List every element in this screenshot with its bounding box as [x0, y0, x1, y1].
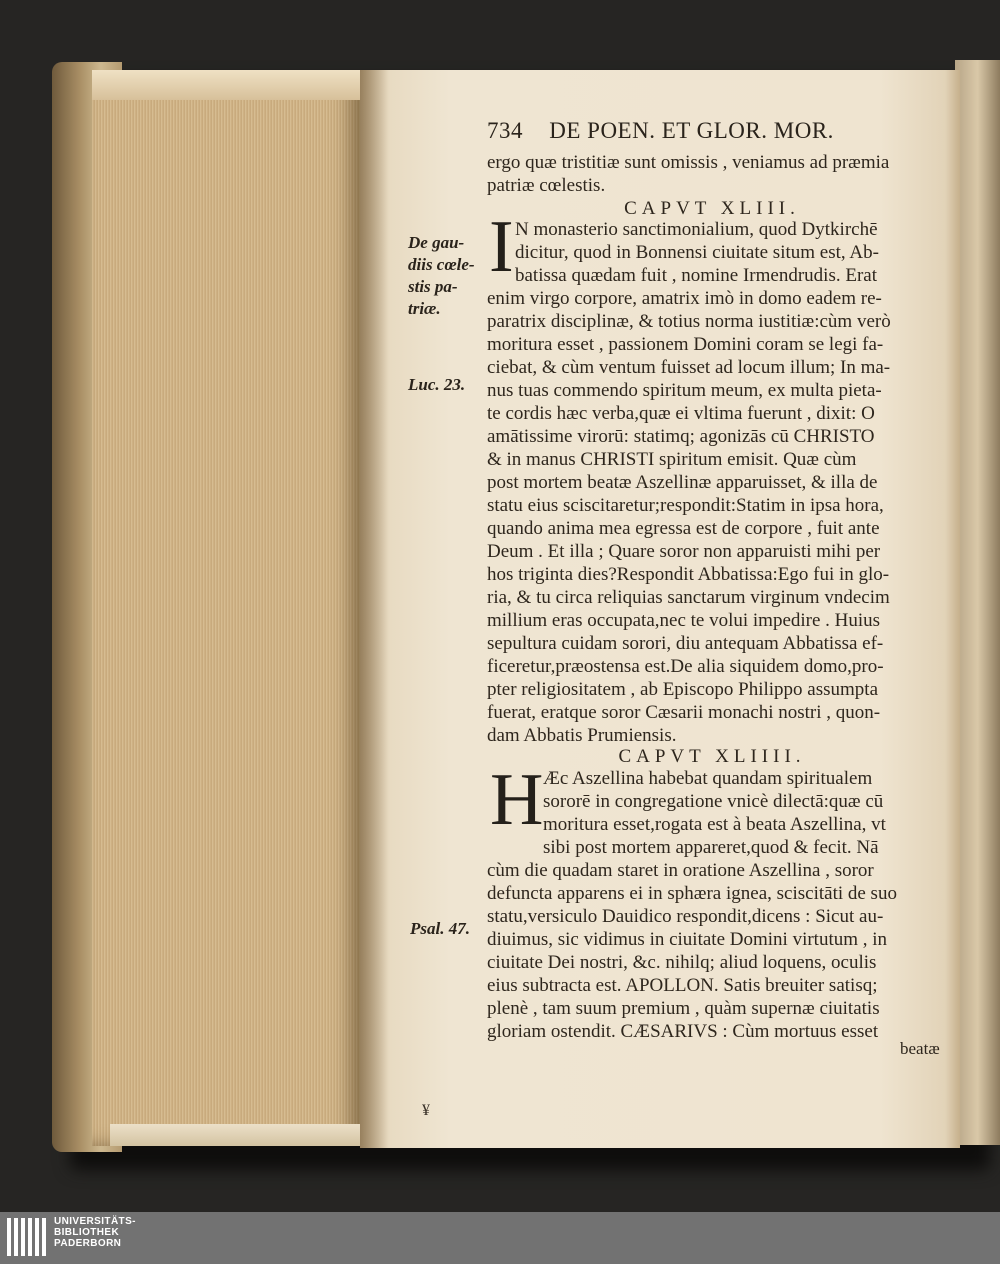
- text-line: moritura esset , passionem Domini coram se legi fa-: [487, 334, 884, 355]
- text-line: ciebat, & cùm ventum fuisset ad locum illum; In ma-: [487, 357, 891, 378]
- text-line: N monasterio sanctimonialium, quod Dytkirchē: [515, 219, 878, 240]
- margin-note: [408, 232, 475, 320]
- page-number: 734: [487, 118, 523, 143]
- text-line: hos triginta dies?Respondit Abbatissa:Ego fui in glo-: [487, 564, 890, 585]
- text-line: Æc Aszellina habebat quandam spiritualem: [543, 768, 873, 789]
- margin-note-line: triæ.: [408, 299, 441, 318]
- ornament: ¥: [422, 1102, 430, 1119]
- page-block-bottom: [110, 1124, 364, 1146]
- text-line: diuimus, sic vidimus in ciuitate Domini virtutum , in: [487, 929, 888, 950]
- chapter-heading: CAPVT XLIIII.: [618, 746, 806, 767]
- text-line: sororē in congregatione vnicè dilectā:quæ cū: [543, 791, 884, 812]
- text-line: pter religiositatem , ab Episcopo Philippo assumpta: [487, 679, 879, 700]
- margin-note: Luc. 23.: [408, 375, 466, 394]
- text-line: ciuitate Dei nostri, &c. nihilq; aliud loquens, oculis: [487, 952, 877, 973]
- text-line: te cordis hæc verba,quæ ei vltima fuerunt , dixit: O: [487, 403, 875, 424]
- drop-initial: H: [490, 759, 544, 841]
- text-line: plenè , tam suum premium , quàm supernæ ciuitatis: [487, 998, 880, 1019]
- text-line: statu eius sciscitaretur;respondit:Statim in ipsa hora,: [487, 495, 884, 516]
- logo-line: PADERBORN: [54, 1238, 122, 1249]
- text-line: statu,versiculo Dauidico respondit,dicens : Sicut au-: [487, 906, 884, 927]
- text-line: cùm die quadam staret in oratione Aszellina , soror: [487, 860, 874, 881]
- library-logo-text: [54, 1216, 194, 1249]
- book-cover-right: [955, 60, 1000, 1145]
- text-line: ria, & tu circa reliquias sanctarum virginum vndecim: [487, 587, 890, 608]
- text-line: & in manus CHRISTI spiritum emisit. Quæ cùm: [487, 449, 857, 470]
- margin-note-line: stis pa-: [408, 277, 458, 296]
- text-line: millium eras occupata,nec te volui impedire . Huius: [487, 610, 881, 631]
- text-line: sepultura cuidam sorori, diu antequam Abbatissa ef-: [487, 633, 884, 654]
- text-line: nus tuas commendo spiritum meum, ex multa pieta-: [487, 380, 882, 401]
- catchword: beatæ: [900, 1039, 940, 1058]
- text-line: post mortem beatæ Aszellinæ apparuisset, & illa de: [487, 472, 878, 493]
- text-line: defuncta apparens ei in sphæra ignea, sciscitāti de suo: [487, 883, 897, 904]
- left-page-block: [92, 70, 364, 1146]
- chapter-heading: CAPVT XLIII.: [624, 198, 800, 219]
- logo-line: UNIVERSITÄTS-: [54, 1216, 136, 1227]
- text-line: enim virgo corpore, amatrix imò in domo eadem re-: [487, 288, 882, 309]
- footer-bar: [0, 1212, 1000, 1264]
- text-line: quando anima mea egressa est de corpore , fuit ante: [487, 518, 880, 539]
- text-line: batissa quædam fuit , nomine Irmendrudis. Erat: [515, 265, 877, 286]
- text-line: Deum . Et illa ; Quare soror non apparuisti mihi per: [487, 541, 881, 562]
- text-line: fuerat, eratque soror Cæsarii monachi nostri , quon-: [487, 702, 881, 723]
- page-block-top: [92, 70, 364, 100]
- text-line: ergo quæ tristitiæ sunt omissis , veniamus ad præmia: [487, 152, 890, 173]
- running-header: [487, 118, 937, 152]
- text-line: dam Abbatis Prumiensis.: [487, 725, 677, 746]
- margin-note: Psal. 47.: [410, 919, 470, 938]
- margin-note-line: diis cœle-: [408, 255, 475, 274]
- text-line: patriæ cœlestis.: [487, 175, 606, 196]
- text-line: sibi post mortem appareret,quod & fecit. Nā: [543, 837, 879, 858]
- text-line: amātissime virorū: statimq; agonizās cū CHRISTO: [487, 426, 875, 447]
- library-logo-icon: [7, 1218, 47, 1256]
- text-line: ficeretur,præostensa est.De alia siquidem domo,pro-: [487, 656, 884, 677]
- text-line: gloriam ostendit. CÆSARIVS : Cùm mortuus esset: [487, 1021, 879, 1042]
- running-title: DE POEN. ET GLOR. MOR.: [549, 118, 834, 143]
- text-line: eius subtracta est. APOLLON. Satis breuiter satisq;: [487, 975, 878, 996]
- drop-initial: I: [489, 206, 514, 288]
- text-line: moritura esset,rogata est à beata Aszellina, vt: [543, 814, 886, 835]
- margin-note-line: De gau-: [408, 233, 465, 252]
- text-line: paratrix disciplinæ, & totius norma iustitiæ:cùm verò: [487, 311, 891, 332]
- text-line: dicitur, quod in Bonnensi ciuitate situm est, Ab-: [515, 242, 879, 263]
- gutter-shadow: [360, 70, 388, 1148]
- logo-line: BIBLIOTHEK: [54, 1227, 120, 1238]
